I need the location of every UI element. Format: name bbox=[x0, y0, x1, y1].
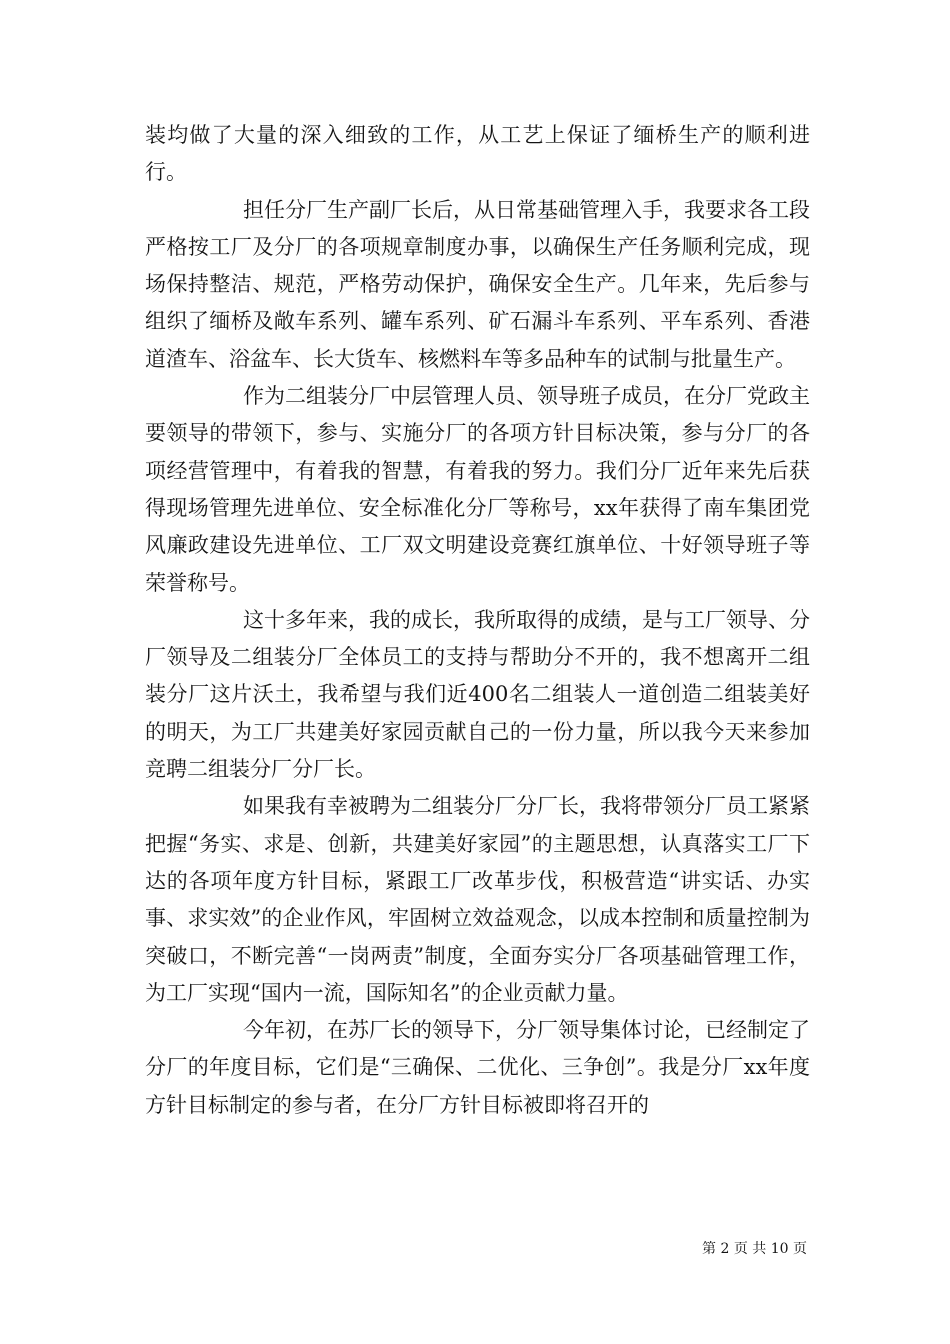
page-number-footer: 第 2 页 共 10 页 bbox=[702, 1241, 807, 1257]
document-body bbox=[145, 117, 810, 1124]
paragraph-3: 作为二组装分厂中层管理人员、领导班子成员，在分厂党政主要领导的带领下，参与、实施分厂的各项方针目标决策，参与分厂的各项经营管理中，有着我的智慧，有着我的努力。我们分厂近年来先后获得现场管理先进单位、安全标准化分厂等称号，xx年获得了南车集团党风廉政建设先进单位、工厂双文明建设竞赛红旗单位、十好领导班子等荣誉称号。 bbox=[145, 384, 810, 595]
paragraph-2: 担任分厂生产副厂长后，从日常基础管理入手，我要求各工段严格按工厂及分厂的各项规章制度办事，以确保生产任务顺利完成，现场保持整洁、规范，严格劳动保护，确保安全生产。几年来，先后参与组织了缅桥及敞车系列、罐车系列、矿石漏斗车系列、平车系列、香港道渣车、浴盆车、长大货车、核燃料车等多品种车的试制与批量生产。 bbox=[145, 197, 810, 371]
paragraph-5: 如果我有幸被聘为二组装分厂分厂长，我将带领分厂员工紧紧把握“务实、求是、创新，共建美好家园”的主题思想，认真落实工厂下达的各项年度方针目标，紧跟工厂改革步伐，积极营造“讲实话、办实事、求实效”的企业作风，牢固树立效益观念，以成本控制和质量控制为突破口，不断完善“一岗两责”制度，全面夯实分厂各项基础管理工作，为工厂实现“国内一流，国际知名”的企业贡献力量。 bbox=[145, 794, 810, 1005]
paragraph-1: 装均做了大量的深入细致的工作，从工艺上保证了缅桥生产的顺利进行。 bbox=[145, 123, 810, 185]
paragraph-4: 这十多年来，我的成长，我所取得的成绩，是与工厂领导、分厂领导及二组装分厂全体员工的支持与帮助分不开的，我不想离开二组装分厂这片沃土，我希望与我们近400名二组装人一道创造二组装美好的明天，为工厂共建美好家园贡献自己的一份力量，所以我今天来参加竞聘二组装分厂分厂长。 bbox=[145, 607, 810, 782]
paragraph-6: 今年初，在苏厂长的领导下，分厂领导集体讨论，已经制定了分厂的年度目标，它们是“三确保、二优化、三争创”。我是分厂xx年度方针目标制定的参与者，在分厂方针目标被即将召开的 bbox=[145, 1018, 810, 1117]
